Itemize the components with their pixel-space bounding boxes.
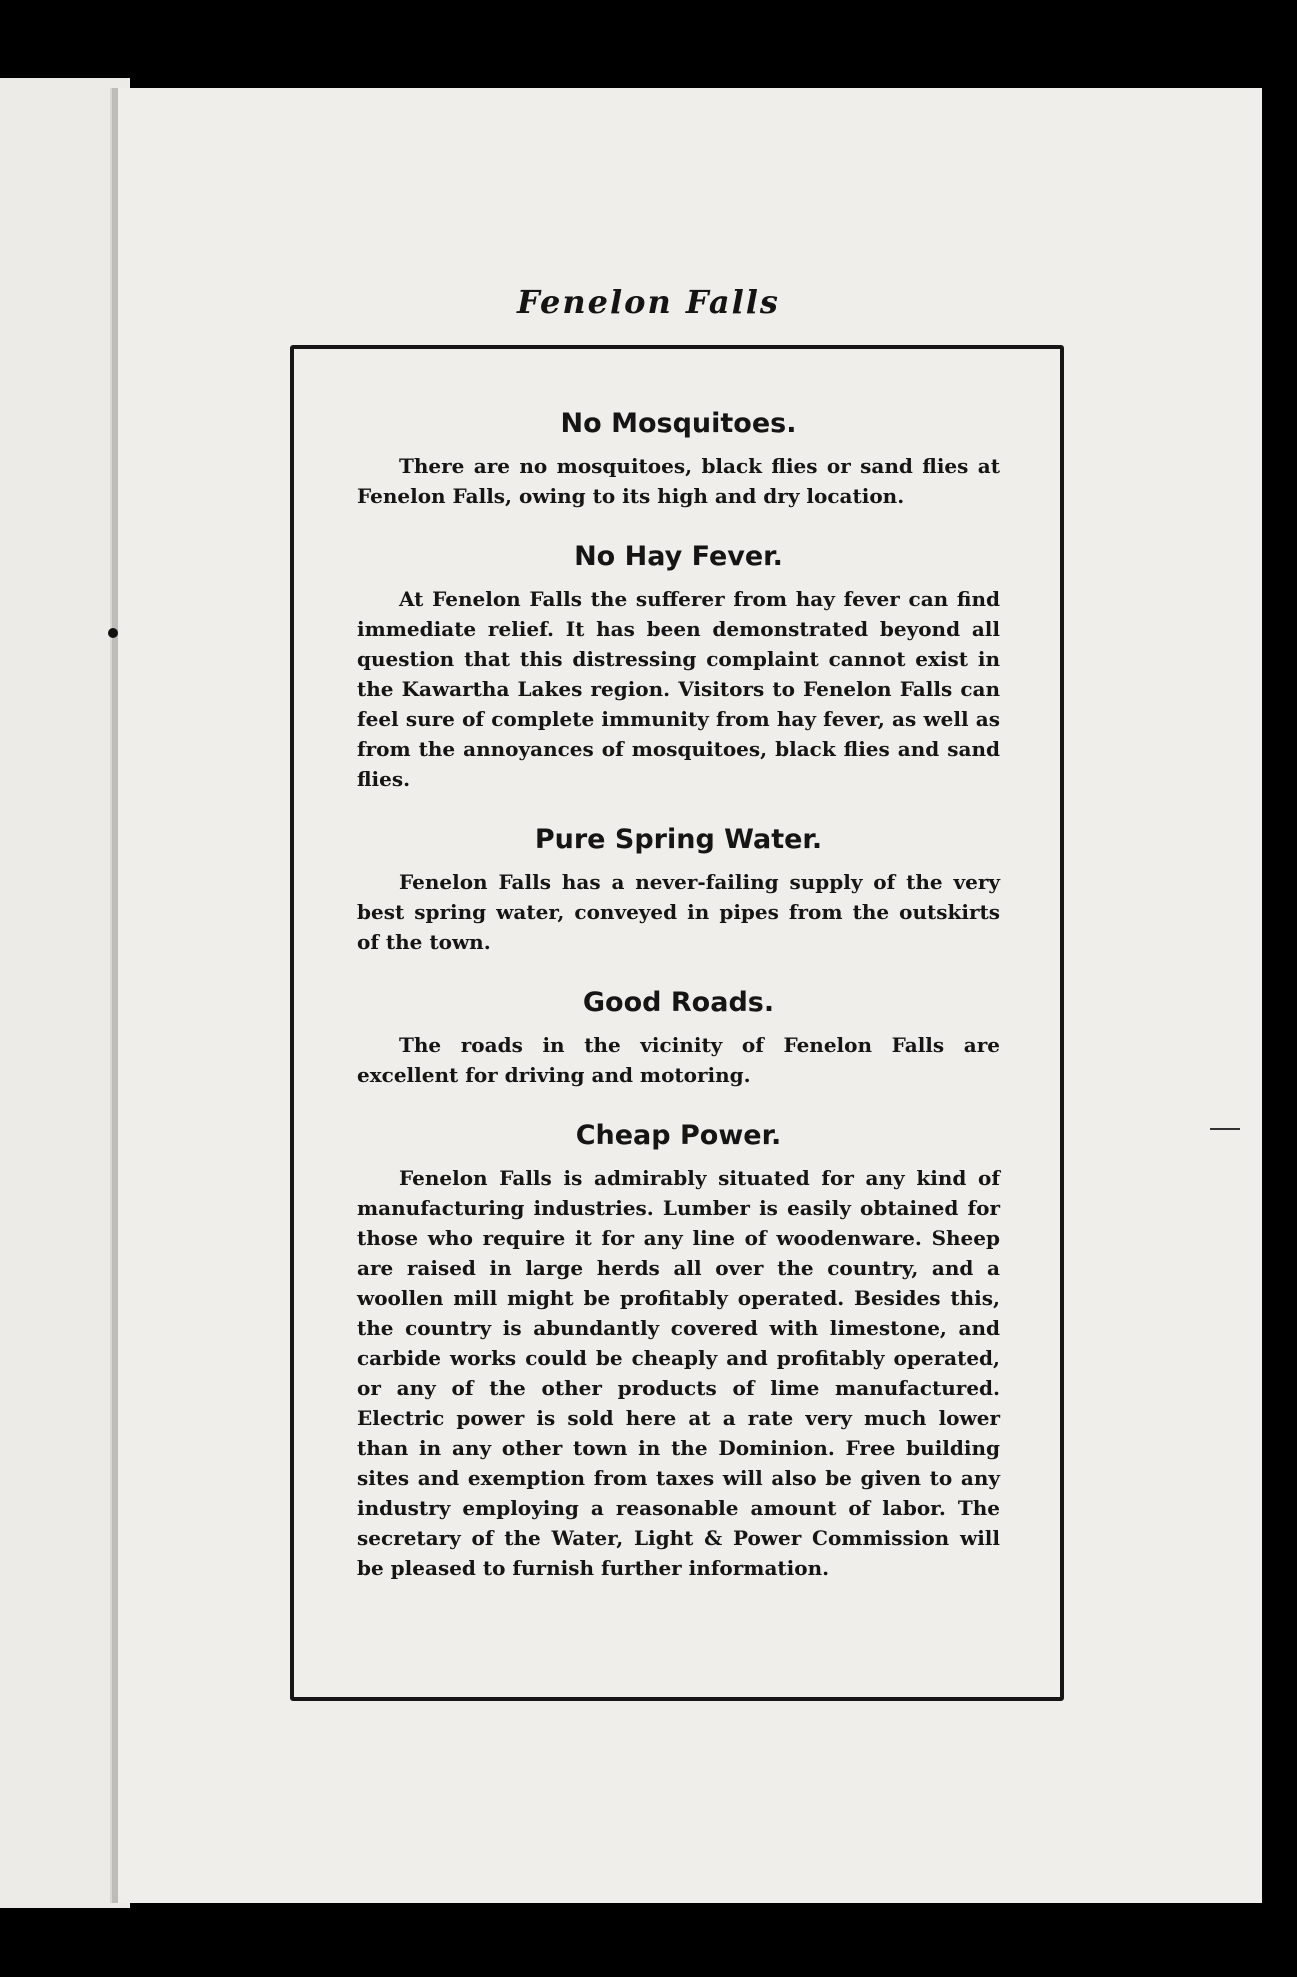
section-text: Fenelon Falls has a never-failing supply of the very best spring water, conveyed in pipes from the outskirts of the town. (357, 870, 1000, 954)
section-no-hay-fever (357, 538, 1000, 794)
section-text: The roads in the vicinity of Fenelon Falls are excellent for driving and motoring. (357, 1033, 1000, 1087)
section-good-roads (357, 984, 1000, 1090)
page-title: Fenelon Falls (517, 283, 780, 321)
section-text: There are no mosquitoes, black flies or sand flies at Fenelon Falls, owing to its high and dry location. (357, 454, 1000, 508)
scan-mark (108, 628, 118, 638)
section-text: At Fenelon Falls the sufferer from hay fever can find immediate relief. It has been demonstrated beyond all question that this distressing complaint cannot exist in the Kawartha Lakes region. Visitors to Fenelon Falls can feel sure of complete immunity from hay fever, as well as from the annoyances of mosquitoes, black flies and sand flies. (357, 587, 1000, 791)
page-spine (112, 88, 118, 1903)
section-heading: Good Roads. (582, 987, 775, 1018)
scan-mark (1210, 1128, 1240, 1130)
section-heading: No Mosquitoes. (560, 408, 797, 439)
section-no-mosquitoes (357, 405, 1000, 511)
section-heading: Pure Spring Water. (534, 824, 823, 855)
section-heading: No Hay Fever. (574, 541, 783, 572)
article-body (357, 405, 1000, 1610)
section-text: Fenelon Falls is admirably situated for any kind of manufacturing industries. Lumber is easily obtained for those who require it for any line of woodenware. Sheep are raised in large herds all over the country, and a woollen mill might be profitably operated. Besides this, the country is abundantly covered with limestone, and carbide works could be cheaply and profitably operated, or any of the other products of lime manufactured. Electric power is sold here at a rate very much lower than in any other town in the Dominion. Free building sites and exemption from taxes will also be given to any industry employing a reasonable amount of labor. The secretary of the Water, Light & Power Commission will be pleased to furnish further information. (357, 1166, 1000, 1580)
left-page-edge (0, 78, 130, 1908)
section-cheap-power (357, 1117, 1000, 1583)
section-heading: Cheap Power. (575, 1120, 782, 1151)
section-pure-spring-water (357, 821, 1000, 957)
